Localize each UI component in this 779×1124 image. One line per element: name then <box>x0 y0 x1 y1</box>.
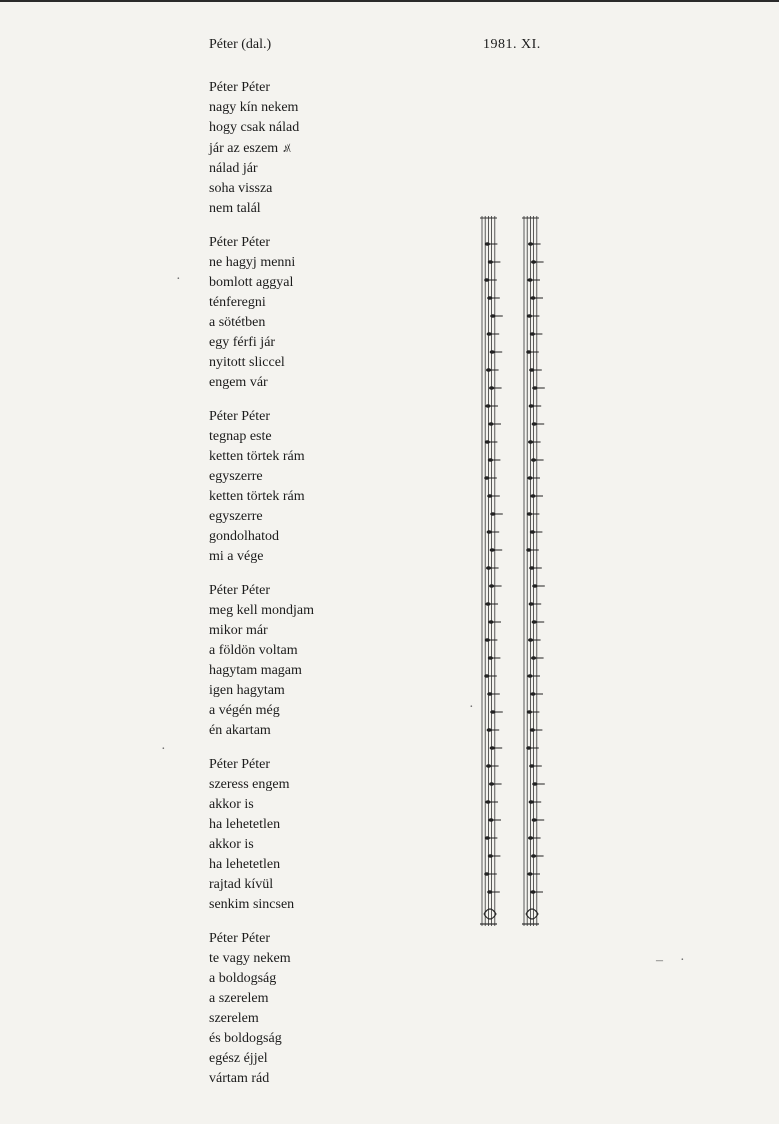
poem-line: hogy csak nálad <box>209 120 300 135</box>
poem-line: nálad jár <box>209 161 258 176</box>
poem-line: meg kell mondjam <box>209 603 314 618</box>
poem-line: szerelem <box>209 1011 259 1026</box>
poem-line: hagytam magam <box>209 663 302 678</box>
poem-line: ténferegni <box>209 295 266 310</box>
poem-line: egy férfi jár <box>209 335 276 350</box>
poem-line: ketten törtek rám <box>209 449 305 464</box>
poem-line: Péter Péter <box>209 757 271 772</box>
poem-line: én akartam <box>209 723 271 738</box>
poem-line: mikor már <box>209 623 268 638</box>
poem-line: igen hagytam <box>209 683 285 698</box>
page-speck: · <box>176 272 181 287</box>
page-speck: – <box>656 953 663 968</box>
poem-line: ha lehetetlen <box>209 817 281 832</box>
page-speck: · <box>680 953 685 968</box>
clef-mark <box>484 909 496 919</box>
stanza <box>209 78 314 219</box>
poem-body <box>209 78 314 1103</box>
poem-line: rajtad kívül <box>209 877 274 892</box>
poem-line: akkor is <box>209 797 254 812</box>
poem-line: a végén még <box>209 703 280 718</box>
poem-line: nem talál <box>209 201 261 216</box>
poem-line: bomlott aggyal <box>209 275 294 290</box>
poem-line: szeress engem <box>209 777 290 792</box>
poem-line: gondolhatod <box>209 529 279 544</box>
stanza <box>209 755 314 915</box>
handwritten-mark: ♪̸\ <box>282 141 290 155</box>
date-label: 1981. XI. <box>483 37 541 52</box>
poem-line: egyszerre <box>209 469 263 484</box>
poem-line: tegnap este <box>209 429 272 444</box>
poem-line: Péter Péter <box>209 235 271 250</box>
stanza <box>209 581 314 741</box>
poem-line: egyszerre <box>209 509 263 524</box>
stanza <box>209 929 314 1089</box>
poem-line: jár az eszem <box>209 141 279 156</box>
poem-line: a sötétben <box>209 315 266 330</box>
handwritten-score <box>478 214 558 934</box>
poem-line: ne hagyj menni <box>209 255 296 270</box>
poem-line: senkim sincsen <box>209 897 295 912</box>
poem-line: nagy kín nekem <box>209 100 299 115</box>
page-speck: · <box>469 700 474 715</box>
poem-line: mi a vége <box>209 549 264 564</box>
poem-line: a földön voltam <box>209 643 298 658</box>
poem-line: nyitott sliccel <box>209 355 285 370</box>
poem-line: Péter Péter <box>209 409 271 424</box>
poem-line: ketten törtek rám <box>209 489 305 504</box>
poem-line: a szerelem <box>209 991 269 1006</box>
stanza <box>209 233 314 393</box>
poem-line: Péter Péter <box>209 931 271 946</box>
song-title: Péter (dal.) <box>209 37 272 52</box>
poem-line: te vagy nekem <box>209 951 291 966</box>
poem-line: akkor is <box>209 837 254 852</box>
poem-line: Péter Péter <box>209 80 271 95</box>
clef-mark <box>526 909 538 919</box>
stanza <box>209 407 314 567</box>
poem-line: Péter Péter <box>209 583 271 598</box>
page-speck: · <box>161 742 166 757</box>
poem-line: vártam rád <box>209 1071 270 1086</box>
page-top-edge <box>0 0 779 2</box>
poem-line: ha lehetetlen <box>209 857 281 872</box>
poem-line: soha vissza <box>209 181 273 196</box>
poem-line: egész éjjel <box>209 1051 268 1066</box>
poem-line: és boldogság <box>209 1031 282 1046</box>
poem-line: a boldogság <box>209 971 277 986</box>
poem-line: engem vár <box>209 375 268 390</box>
